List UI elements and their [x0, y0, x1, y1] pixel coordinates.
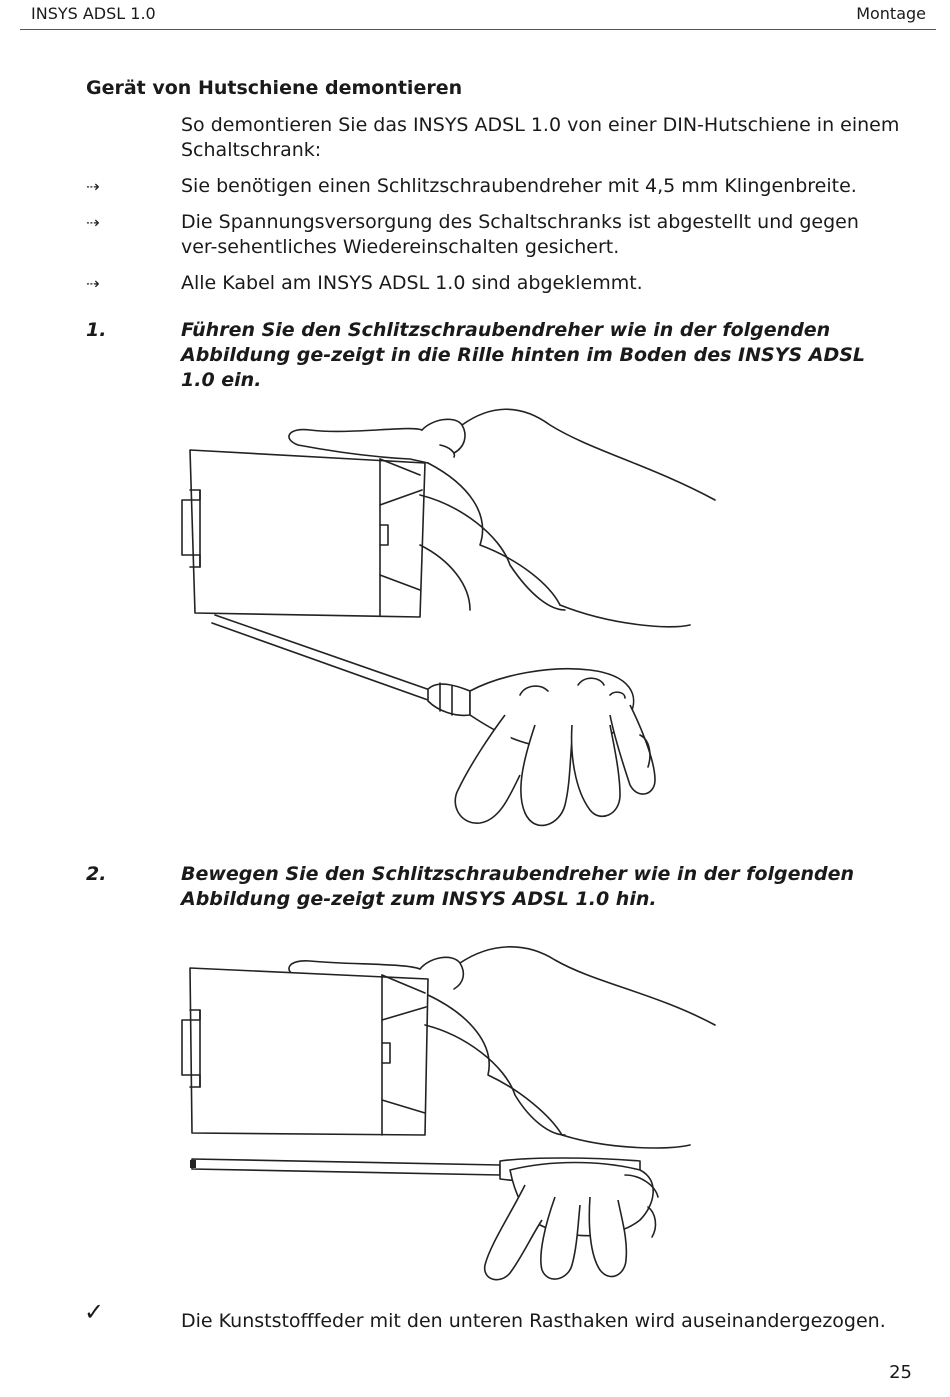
- illustration-lever-screwdriver: [170, 935, 730, 1285]
- header-doc-title: INSYS ADSL 1.0: [31, 4, 156, 23]
- requirement-text: Alle Kabel am INSYS ADSL 1.0 sind abgeklemmt.: [181, 272, 643, 294]
- section-title: Gerät von Hutschiene demontieren: [86, 77, 463, 99]
- requirement-arrow-icon: ⇢: [86, 177, 100, 196]
- header-divider: [20, 29, 936, 30]
- requirement-arrow-icon: ⇢: [86, 274, 100, 293]
- section-intro: So demontieren Sie das INSYS ADSL 1.0 von einer DIN-Hutschiene in einem Schaltschrank:: [181, 114, 900, 161]
- header-chapter: Montage: [856, 4, 926, 23]
- page-number: 25: [889, 1362, 912, 1383]
- requirement-arrow-icon: ⇢: [86, 213, 100, 232]
- step-text: Bewegen Sie den Schlitzschraubendreher wie in der folgenden Abbildung ge-zeigt zum INSYS ADSL 1.0 hin.: [181, 863, 855, 910]
- requirement-text: Sie benötigen einen Schlitzschraubendreher mit 4,5 mm Klingenbreite.: [181, 175, 857, 197]
- checkmark-icon: ✓: [84, 1298, 105, 1326]
- step-number: 1.: [86, 319, 107, 341]
- result-text: Die Kunststofffeder mit den unteren Rasthaken wird auseinandergezogen.: [181, 1310, 886, 1332]
- step-number: 2.: [86, 863, 107, 885]
- requirement-text: Die Spannungsversorgung des Schaltschranks ist abgestellt und gegen ver-sehentliches Wiedereinschalten gesichert.: [181, 211, 859, 258]
- illustration-insert-screwdriver: [170, 395, 730, 845]
- step-text: Führen Sie den Schlitzschraubendreher wie in der folgenden Abbildung ge-zeigt in die Rille hinten im Boden des INSYS ADSL 1.0 ein.: [181, 319, 866, 391]
